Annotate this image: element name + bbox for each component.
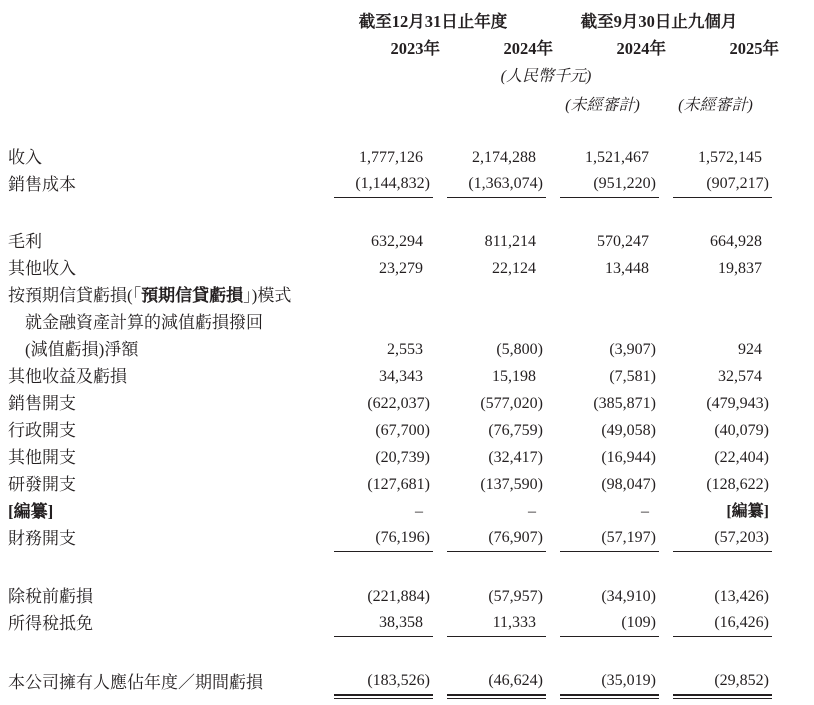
- year-column-2024: [433, 34, 553, 61]
- value-text: 2,553: [387, 341, 423, 358]
- table-row: [8, 610, 772, 637]
- value-text: (40,079): [714, 422, 769, 439]
- table-row: [8, 144, 772, 171]
- value-text: –: [415, 503, 423, 520]
- value-text: 570,247: [597, 233, 649, 250]
- value-text: (34,910): [601, 588, 656, 605]
- value-cell: [320, 471, 433, 498]
- value-cell: [433, 390, 546, 417]
- row-label-segment: 收入: [8, 148, 42, 167]
- value-cell: [433, 525, 546, 552]
- value-text: 1,777,126: [359, 149, 423, 166]
- value-cell: [659, 610, 772, 637]
- row-label-segment: 行政開支: [8, 421, 76, 440]
- row-label: [8, 583, 320, 610]
- value-cell: [659, 525, 772, 552]
- value-text: –: [641, 503, 649, 520]
- header-currency-row: [8, 61, 772, 90]
- value-text: –: [528, 503, 536, 520]
- currency-note: (人民幣千元): [500, 68, 592, 85]
- value-text: (98,047): [601, 476, 656, 493]
- row-label: [8, 309, 320, 336]
- value-cell: [546, 363, 659, 390]
- row-label: [8, 171, 320, 198]
- value-cell: [320, 336, 433, 363]
- value-cell: [659, 498, 772, 525]
- value-text: 664,928: [710, 233, 762, 250]
- value-text: (109): [621, 614, 656, 631]
- row-label-segment: 除稅前虧損: [8, 587, 93, 606]
- table-row: [8, 444, 772, 471]
- table-row: [8, 336, 772, 363]
- value-text: (183,526): [367, 672, 430, 689]
- table-row: [8, 583, 772, 610]
- value-cell: [546, 417, 659, 444]
- value-cell: [320, 668, 433, 696]
- value-cell: [320, 363, 433, 390]
- value-text: (16,426): [714, 614, 769, 631]
- value-text: (7,581): [609, 368, 656, 385]
- row-label: [8, 255, 320, 282]
- value-cell: [320, 228, 433, 255]
- value-cell: [546, 255, 659, 282]
- period-group-annual: 截至12月31日止年度: [358, 12, 508, 31]
- value-text: (57,203): [714, 529, 769, 546]
- value-cell: [659, 471, 772, 498]
- value-text: (13,426): [714, 588, 769, 605]
- unaudited-note: (未經審計): [565, 97, 640, 114]
- value-cell: [659, 444, 772, 471]
- spacer-row: [8, 637, 772, 668]
- value-cell: [546, 668, 659, 696]
- value-cell: [546, 525, 659, 552]
- unaudited-note: (未經審計): [678, 97, 753, 114]
- table-row: [8, 390, 772, 417]
- row-label-segment: 其他開支: [8, 448, 76, 467]
- value-text: (3,907): [609, 341, 656, 358]
- row-label-segment: 其他收益及虧損: [8, 367, 127, 386]
- value-text: (35,019): [601, 672, 656, 689]
- table-row: [8, 282, 772, 309]
- row-label-segment: 所得稅抵免: [8, 614, 93, 633]
- row-label-segment: 財務開支: [8, 529, 76, 548]
- value-text: (128,622): [706, 476, 769, 493]
- value-cell: [320, 444, 433, 471]
- table-row: [8, 525, 772, 552]
- value-cell: [546, 390, 659, 417]
- value-text: 38,358: [379, 614, 423, 631]
- row-label: [8, 471, 320, 498]
- value-cell: [659, 336, 772, 363]
- value-cell: [433, 498, 546, 525]
- value-text: (16,944): [601, 449, 656, 466]
- value-cell: [433, 363, 546, 390]
- value-cell: [433, 471, 546, 498]
- value-text: (22,404): [714, 449, 769, 466]
- value-cell: [433, 171, 546, 198]
- value-text: 19,837: [718, 260, 762, 277]
- value-cell: [546, 498, 659, 525]
- value-cell: [659, 255, 772, 282]
- value-cell: [659, 390, 772, 417]
- table-row: [8, 417, 772, 444]
- value-cell: [546, 471, 659, 498]
- row-label: [8, 444, 320, 471]
- value-text: (951,220): [593, 175, 656, 192]
- value-text: 1,521,467: [585, 149, 649, 166]
- value-cell: [546, 282, 659, 309]
- value-text: (137,590): [480, 476, 543, 493]
- value-text: (577,020): [480, 395, 543, 412]
- year-column-2023: [320, 34, 440, 61]
- row-label-segment: 就金融資產計算的減值虧損撥回: [25, 313, 263, 332]
- row-label: [8, 228, 320, 255]
- value-cell: [546, 336, 659, 363]
- value-cell: [659, 309, 772, 336]
- spacer-row: [8, 198, 772, 228]
- value-cell: [659, 228, 772, 255]
- row-label-segment: 毛利: [8, 232, 42, 251]
- value-cell: [433, 583, 546, 610]
- table-row: [8, 228, 772, 255]
- value-cell: [546, 610, 659, 637]
- value-cell: [433, 444, 546, 471]
- value-cell: [320, 144, 433, 171]
- row-label: [8, 525, 320, 552]
- row-label: [8, 336, 320, 363]
- row-label: [8, 610, 320, 637]
- value-text: 32,574: [718, 368, 762, 385]
- value-cell: [546, 444, 659, 471]
- value-text: (907,217): [706, 175, 769, 192]
- row-label-segment: 銷售開支: [8, 394, 76, 413]
- table-row: [8, 668, 772, 696]
- value-text: (32,417): [488, 449, 543, 466]
- value-text: 34,343: [379, 368, 423, 385]
- year-label: 2024年: [616, 39, 666, 58]
- value-cell: [320, 498, 433, 525]
- row-label: [8, 668, 320, 696]
- row-label-segment: 本公司擁有人應佔年度／期間虧損: [8, 673, 263, 692]
- table-row: [8, 309, 772, 336]
- year-label: 2024年: [503, 39, 553, 58]
- value-text: (76,196): [375, 529, 430, 546]
- value-cell: [433, 228, 546, 255]
- value-text: 11,333: [492, 614, 536, 631]
- value-text: [編纂]: [726, 503, 769, 520]
- table-row: [8, 255, 772, 282]
- year-column-2024-9m: [546, 34, 666, 61]
- value-cell: [433, 255, 546, 282]
- value-cell: [546, 583, 659, 610]
- value-cell: [433, 144, 546, 171]
- value-text: 924: [738, 341, 762, 358]
- table-row: [8, 363, 772, 390]
- period-group-nine-months: 截至9月30日止九個月: [580, 12, 738, 31]
- value-text: (57,957): [488, 588, 543, 605]
- value-cell: [546, 171, 659, 198]
- row-label: [8, 144, 320, 171]
- header-period-groups: [8, 6, 772, 34]
- value-text: (1,144,832): [355, 175, 430, 192]
- row-label: [8, 282, 320, 309]
- value-cell: [320, 417, 433, 444]
- value-cell: [320, 583, 433, 610]
- value-cell: [546, 309, 659, 336]
- year-label: 2023年: [390, 39, 440, 58]
- row-label-segment: 」)模式: [243, 286, 292, 305]
- value-text: (76,907): [488, 529, 543, 546]
- value-cell: [320, 282, 433, 309]
- value-cell: [659, 583, 772, 610]
- table-row: [8, 471, 772, 498]
- value-cell: [320, 171, 433, 198]
- value-text: (57,197): [601, 529, 656, 546]
- row-label-bold-segment: 預期信貸虧損: [141, 286, 244, 305]
- value-text: (46,624): [488, 672, 543, 689]
- header-years: [8, 34, 772, 61]
- row-label: [8, 390, 320, 417]
- value-text: (479,943): [706, 395, 769, 412]
- row-label-segment: 按預期信貸虧損(「: [8, 286, 142, 305]
- value-text: 2,174,288: [472, 149, 536, 166]
- year-label: 2025年: [729, 39, 779, 58]
- value-text: (20,739): [375, 449, 430, 466]
- row-label-segment: 研發開支: [8, 475, 76, 494]
- value-cell: [320, 610, 433, 637]
- spacer-row: [8, 552, 772, 583]
- value-text: 22,124: [492, 260, 536, 277]
- value-cell: [320, 390, 433, 417]
- value-cell: [659, 668, 772, 696]
- row-label-segment: 銷售成本: [8, 175, 76, 194]
- value-cell: [320, 525, 433, 552]
- row-label-bold-segment: [編纂]: [8, 502, 54, 521]
- value-text: 811,214: [484, 233, 536, 250]
- value-text: (1,363,074): [468, 175, 543, 192]
- header-unaudited-row: [8, 90, 772, 118]
- value-cell: [433, 309, 546, 336]
- value-cell: [433, 282, 546, 309]
- value-cell: [659, 171, 772, 198]
- value-cell: [433, 417, 546, 444]
- value-text: (67,700): [375, 422, 430, 439]
- value-cell: [659, 363, 772, 390]
- table-row: [8, 171, 772, 198]
- value-text: (385,871): [593, 395, 656, 412]
- value-cell: [546, 228, 659, 255]
- value-text: (29,852): [714, 672, 769, 689]
- value-cell: [433, 610, 546, 637]
- table-row: [8, 498, 772, 525]
- value-text: 1,572,145: [698, 149, 762, 166]
- value-cell: [433, 336, 546, 363]
- value-text: 23,279: [379, 260, 423, 277]
- value-cell: [659, 417, 772, 444]
- value-text: (622,037): [367, 395, 430, 412]
- value-text: (76,759): [488, 422, 543, 439]
- value-text: (49,058): [601, 422, 656, 439]
- value-text: (127,681): [367, 476, 430, 493]
- row-label-segment: (減值虧損)淨額: [25, 340, 139, 359]
- value-cell: [659, 282, 772, 309]
- value-text: 13,448: [605, 260, 649, 277]
- value-cell: [433, 668, 546, 696]
- value-cell: [546, 144, 659, 171]
- row-label: [8, 498, 320, 525]
- row-label: [8, 363, 320, 390]
- value-cell: [320, 309, 433, 336]
- year-column-2025-9m: [659, 34, 779, 61]
- income-statement-table: [8, 6, 779, 696]
- row-label-segment: 其他收入: [8, 259, 76, 278]
- value-text: 632,294: [371, 233, 423, 250]
- value-cell: [659, 144, 772, 171]
- value-text: 15,198: [492, 368, 536, 385]
- value-text: (221,884): [367, 588, 430, 605]
- row-label: [8, 417, 320, 444]
- value-text: (5,800): [496, 341, 543, 358]
- value-cell: [320, 255, 433, 282]
